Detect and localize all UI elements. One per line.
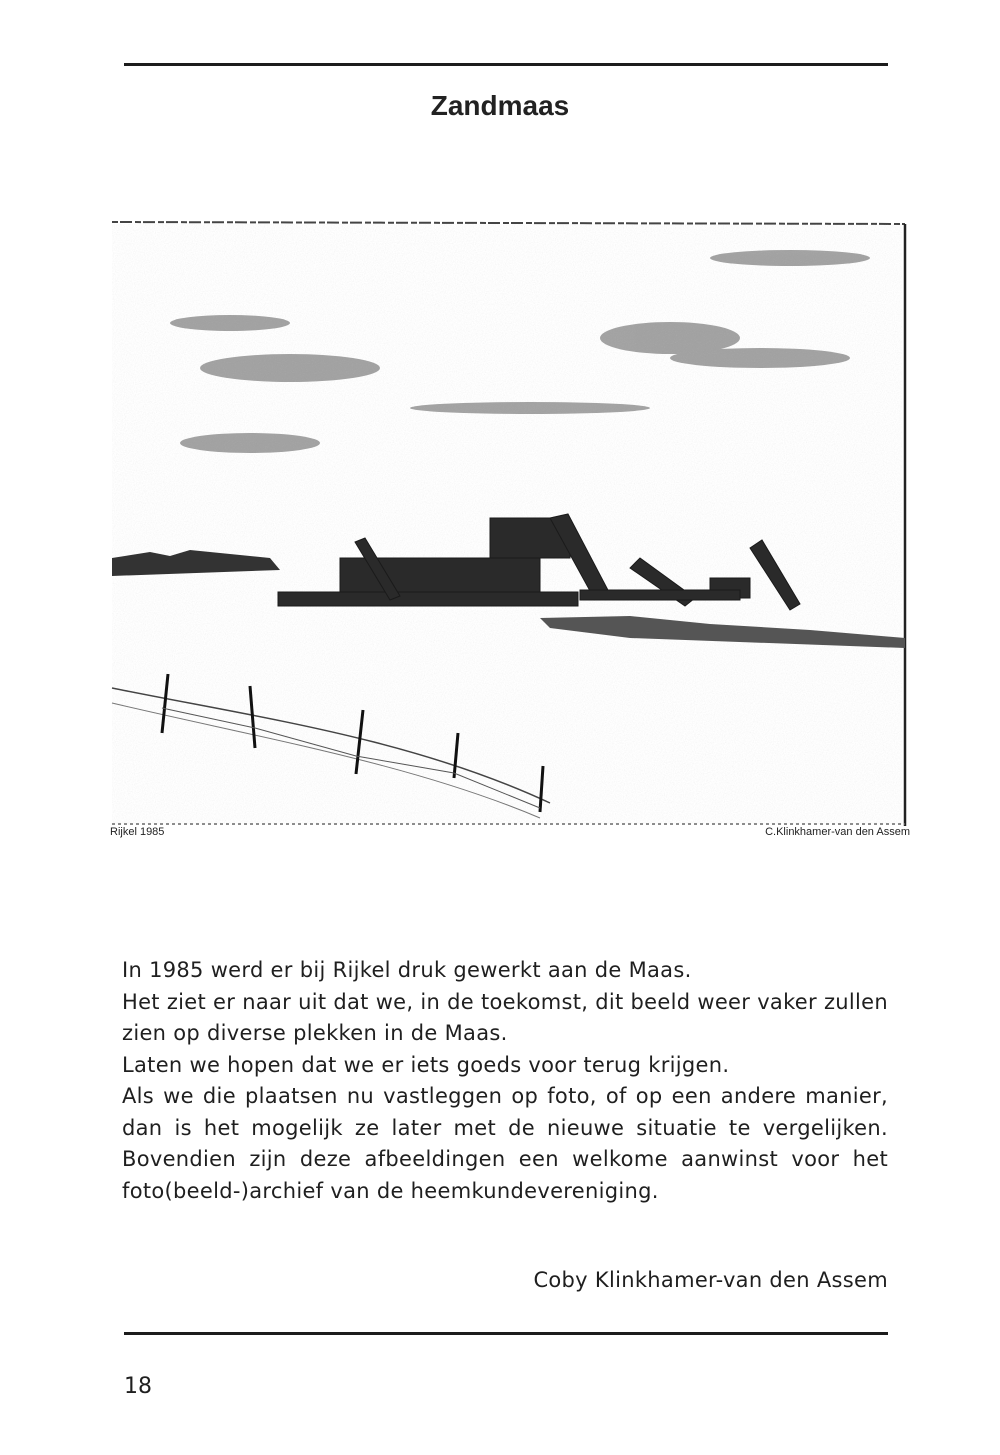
paragraph: Als we die plaatsen nu vastleggen op foto, of op een andere manier, dan is het mogelijk ze later met de nieuwe situatie te vergelijken. Bovendien zijn deze afbeeldingen een welkome aanwinst voor het foto(beeld-)archief van de heemkundevereniging. <box>122 1084 888 1203</box>
top-rule <box>124 63 888 66</box>
page-number: 18 <box>124 1374 152 1399</box>
paragraph: In 1985 werd er bij Rijkel druk gewerkt aan de Maas. <box>122 958 692 982</box>
paragraph: Het ziet er naar uit dat we, in de toekomst, dit beeld weer vaker zullen zien op diverse plekken in de Maas. <box>122 989 888 1045</box>
drawing-illustration <box>110 218 910 830</box>
paragraph: Laten we hopen dat we er iets goeds voor terug krijgen. <box>122 1052 730 1077</box>
figure-caption-credit: C.Klinkhamer-van den Assem <box>765 826 910 838</box>
article-body <box>122 955 888 1207</box>
author-signature: Coby Klinkhamer-van den Assem <box>533 1268 888 1292</box>
page-title: Zandmaas <box>430 90 570 121</box>
bottom-rule <box>124 1332 888 1335</box>
figure-caption-location: Rijkel 1985 <box>110 826 165 838</box>
